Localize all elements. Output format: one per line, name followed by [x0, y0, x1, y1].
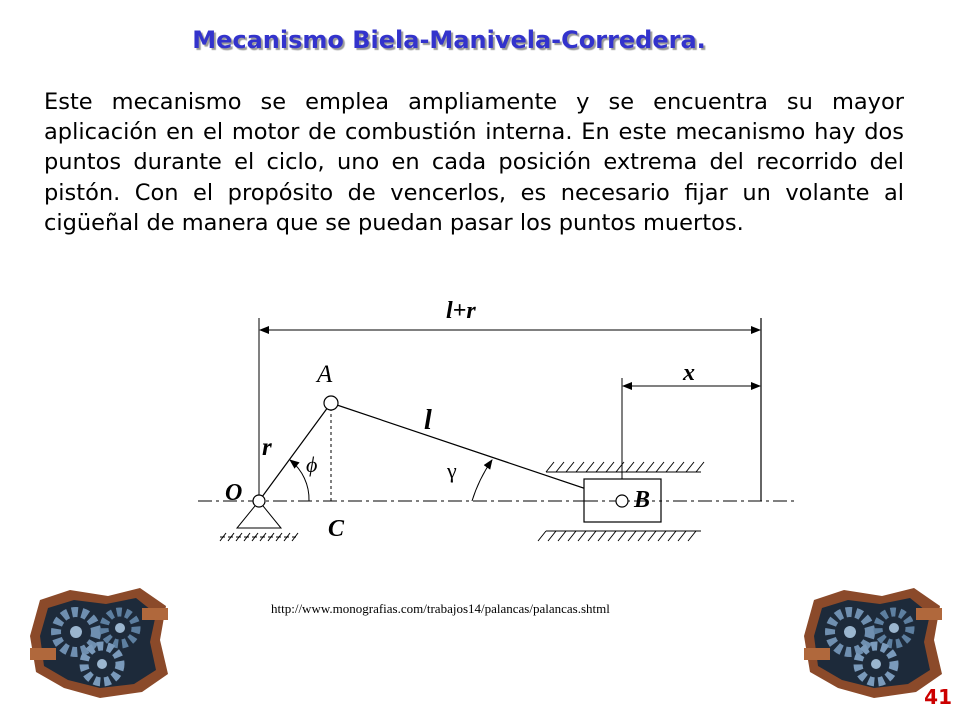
joint-O: [253, 495, 265, 507]
label-x: x: [683, 360, 695, 386]
joint-B: [616, 495, 628, 507]
joint-A: [324, 396, 338, 410]
guide-bottom-hatching: [538, 531, 696, 541]
label-gamma: γ: [447, 458, 457, 483]
page-number: 41: [924, 685, 952, 709]
slide-title: [0, 26, 960, 54]
label-C: C: [328, 516, 345, 542]
gears-in-broken-wall-image: [804, 588, 944, 698]
slider-crank-diagram: [196, 290, 806, 580]
body-paragraph: Este mecanismo se emplea ampliamente y se encuentra su mayor aplicación en el motor de combustión interna. En este mecanismo hay dos puntos durante el ciclo, uno en cada posición extrema del recorrido del pistón. Con el propósito de vencerlos, es necesario fijar un volante al cigüeñal de manera que se puedan pasar los puntos muertos.: [44, 89, 904, 236]
source-url: http://www.monografias.com/trabajos14/palancas/palancas.shtml: [271, 601, 610, 616]
label-B: B: [634, 487, 651, 513]
label-phi: ϕ: [306, 452, 318, 477]
slide-title-text: Mecanismo Biela-Manivela-Corredera.: [192, 26, 706, 54]
connecting-rod: [331, 403, 622, 501]
label-r: r: [262, 434, 272, 461]
label-l: l: [424, 405, 432, 436]
angle-gamma-arc: [472, 460, 492, 501]
guide-top-hatching: [546, 462, 704, 472]
label-total-length: l+r: [446, 298, 476, 324]
label-A: A: [317, 361, 333, 388]
gears-in-broken-wall-image: [30, 588, 170, 698]
label-O: O: [225, 480, 243, 506]
